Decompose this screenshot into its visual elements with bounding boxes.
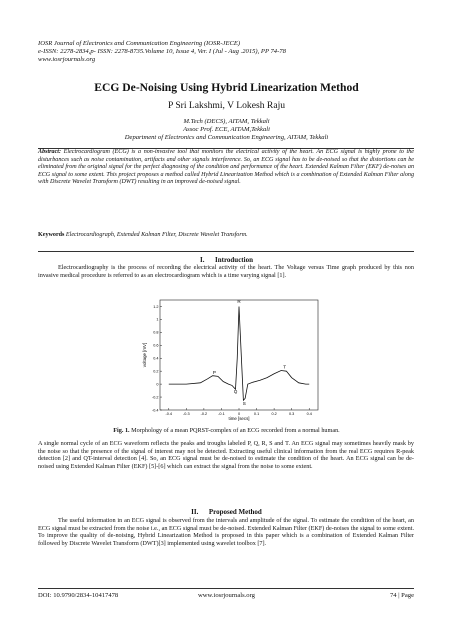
section-heading-proposed-method: II. Proposed Method xyxy=(191,508,262,516)
x-tick-label: -0.4 xyxy=(165,412,173,416)
intro-paragraph-1: Electrocardiography is the process of recording the electrical activity of the heart. The Voltage versus Time graph produced by this non invasive medical procedure is referred to as an electrocardiogram which is a time varying signal [1]. xyxy=(38,264,414,279)
y-axis-label: voltage [mV] xyxy=(142,342,147,368)
figure-caption-label: Fig. 1. xyxy=(113,427,130,434)
y-tick-label: 0.2 xyxy=(153,369,159,374)
keywords-text: Electrocardiograph, Extended Kalman Filter, Discrete Wavelet Transform. xyxy=(64,232,248,238)
x-tick-label: -0.3 xyxy=(183,412,190,416)
footer-divider xyxy=(38,588,414,589)
y-tick-label: -0.2 xyxy=(151,395,159,400)
ecg-chart xyxy=(138,296,324,424)
figure-caption xyxy=(0,427,453,434)
abstract-text: Electrocardiogram (ECG) is a non-invasive tool that monitors the electrical activity of the heart. An ECG signal is highly prone to the disturbances such as noise contamination, artifacts and other signals interference. So, an ECG signal has to be de-noised so that the distortions can be eliminated from the original signal for the perfect diagnosing of the condition and performance of the heart. Extended Kalman Filter (EKF) de-noises an ECG signal to some extent. This project proposes a method called Hybrid Linearization Method which is a combination of Extended Kalman Filter along with Discrete Wavelet Transform (DWT) resulting in an improved de-noised signal. xyxy=(38,149,414,186)
y-tick-label: 0.4 xyxy=(153,356,159,361)
wave-label-p: P xyxy=(212,369,216,375)
x-axis-label: time [secs] xyxy=(228,416,250,421)
affiliation-1: M.Tech (DECS), AITAM, Tekkali xyxy=(183,118,270,125)
method-paragraph-1: The useful information in an ECG signal is observed from the intervals and amplitude of the signal. To estimate the condition of the heart, an ECG signal must be extracted from the noise i.e., an ECG signal must be de-noised. Extended Kalman Filter (EKF) de-noises the signal to some extent. To improve the quality of de-noising, Hybrid Linearization Method is proposed in this paper which is a combination of Extended Kalman Filter followed by Discrete Wavelet Transform (DWT)[3] implemented using wavelet toolbox [7]. xyxy=(38,517,414,547)
y-tick-label: 0.8 xyxy=(153,330,159,335)
section-heading-introduction: I. Introduction xyxy=(200,256,253,264)
x-tick-label: 0 xyxy=(237,412,241,416)
x-tick-label: 0.4 xyxy=(306,412,312,416)
x-tick-label: 0.1 xyxy=(253,412,260,416)
y-tick-label: 1 xyxy=(156,317,159,322)
y-tick-label: 0.6 xyxy=(153,343,159,348)
figure-caption-text: Morphology of a mean PQRST-complex of an ECG recorded from a normal human. xyxy=(129,427,340,434)
x-tick-label: -0.2 xyxy=(200,412,208,416)
footer-website[interactable]: www.iosrjournals.org xyxy=(198,592,255,599)
x-tick-label: -0.1 xyxy=(218,412,225,416)
footer-page-number: 74 | Page xyxy=(389,592,414,599)
journal-issn: e-ISSN: 2278-2834,p- ISSN: 2278-8735.Volume 10, Issue 4, Ver. I (Jul - Aug .2015), PP 74-78 xyxy=(38,48,286,55)
journal-name: IOSR Journal of Electronics and Communication Engineering (IOSR-JECE) xyxy=(38,40,241,47)
y-tick-label: 1.2 xyxy=(153,304,159,309)
x-tick-label: 0.2 xyxy=(271,412,277,416)
journal-website[interactable]: www.iosrjournals.org xyxy=(38,56,96,63)
keywords-label: Keywords xyxy=(38,232,65,238)
y-tick-label: 0 xyxy=(156,382,159,387)
paper-authors: P Sri Lakshmi, V Lokesh Raju xyxy=(167,100,286,111)
wave-label-r: R xyxy=(237,299,241,305)
footer-doi: DOI: 10.9790/2834-10417478 xyxy=(38,592,119,599)
affiliation-2: Assoc Prof. ECE, AITAM,Tekkali xyxy=(183,126,270,133)
wave-label-q: Q xyxy=(233,389,238,395)
keywords xyxy=(38,232,414,240)
abstract xyxy=(38,149,414,187)
wave-label-s: S xyxy=(242,400,246,406)
y-tick-label: -0.4 xyxy=(151,408,159,413)
paper-title: ECG De-Noising Using Hybrid Linearization Method xyxy=(94,81,359,94)
intro-paragraph-2: A single normal cycle of an ECG waveform reflects the peaks and troughs labeled P, Q, R, S and T. An ECG signal may sometimes heavily mask by the noise so that the presence of the signal of interest may not be detected. Extracting useful clinical information from the real ECG requires R-peak detection [2] and QT-interval detection [4]. So, an ECG signal must be de-noised to estimate the condition of the heart. An ECG signal can be de-noised using Extended Kalman Filter (EKF) [5]-[6] which can extract the signal from the noise to some extent. xyxy=(38,440,414,470)
abstract-label: Abstract: xyxy=(38,149,62,155)
wave-label-t: T xyxy=(283,364,287,370)
x-tick-label: 0.3 xyxy=(289,412,295,416)
affiliation-3: Department of Electronics and Communication Engineering, AITAM, Tekkali xyxy=(124,134,329,141)
